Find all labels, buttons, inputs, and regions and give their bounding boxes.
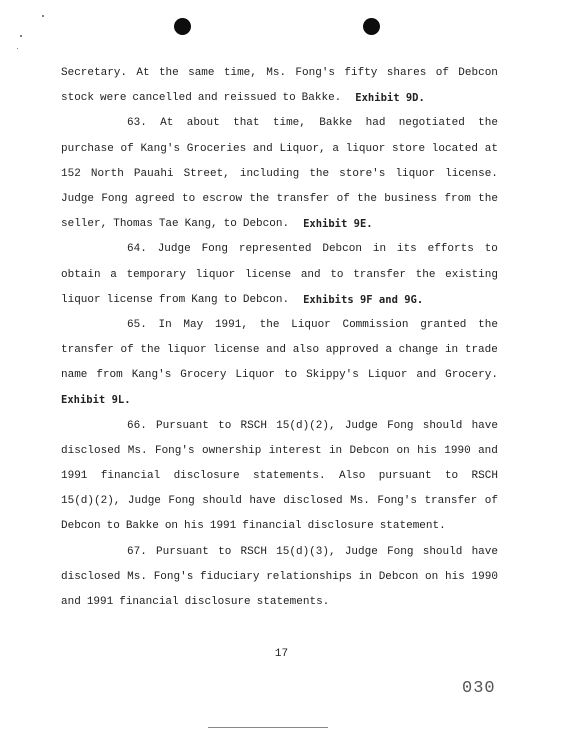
- word: RSCH: [240, 419, 267, 432]
- word: in: [372, 243, 387, 256]
- word: purchase: [61, 142, 114, 155]
- word: Ms.: [350, 495, 370, 508]
- word: have: [471, 419, 498, 432]
- word: and: [478, 444, 498, 457]
- word: his: [444, 570, 465, 583]
- word: Pursuant: [156, 419, 209, 432]
- word: financial: [119, 595, 179, 608]
- word: At: [136, 67, 150, 79]
- word: at: [484, 142, 498, 155]
- exhibit-reference: Exhibit 9D.: [355, 92, 425, 105]
- word: Bakke.: [301, 92, 342, 105]
- word: Thomas: [113, 218, 153, 231]
- word: the: [357, 192, 377, 205]
- word: liquor: [195, 268, 236, 281]
- word: and: [300, 268, 321, 281]
- scan-speck: [42, 15, 44, 17]
- text-line: [61, 137, 498, 162]
- word: Fong: [168, 495, 195, 508]
- word: Pursuant: [156, 545, 209, 558]
- word: disclosed: [61, 444, 121, 457]
- word: same: [188, 67, 215, 79]
- word: statement.: [379, 520, 446, 533]
- word: Tae: [158, 218, 179, 231]
- word: have: [249, 495, 276, 508]
- word: transfer: [353, 268, 406, 281]
- word: trade: [464, 344, 498, 357]
- word: the: [140, 344, 161, 357]
- text-line: [61, 439, 498, 464]
- word: in: [328, 444, 343, 457]
- word: Kang's: [140, 142, 181, 155]
- word: 15(d)(2),: [61, 495, 121, 508]
- word: Grocery: [180, 369, 227, 382]
- text-line: [61, 590, 498, 615]
- word: should: [422, 419, 463, 432]
- word: Debcon.: [242, 218, 290, 231]
- word: 64.: [127, 243, 147, 256]
- word: Judge: [344, 419, 378, 432]
- word: a: [385, 344, 392, 357]
- word: of: [120, 344, 134, 357]
- word: disclosed: [283, 495, 343, 508]
- word: 1991: [86, 595, 114, 608]
- text-line: [61, 489, 498, 514]
- word: the: [259, 318, 280, 331]
- word: store: [392, 142, 426, 155]
- word: Fong: [101, 192, 128, 205]
- word: Debcon: [61, 520, 101, 533]
- text-line: [61, 61, 498, 86]
- word: to: [484, 243, 498, 256]
- word: shares: [386, 67, 427, 79]
- word: time,: [272, 117, 306, 130]
- word: from: [444, 192, 471, 205]
- word: negotiated: [398, 117, 465, 130]
- word: stock: [61, 92, 95, 105]
- word: Fong: [387, 419, 414, 432]
- binder-hole-right: [363, 18, 380, 35]
- word: cancelled: [132, 92, 192, 105]
- word: 66.: [127, 419, 147, 432]
- word: granted: [420, 318, 467, 331]
- word: Pauahi: [133, 167, 174, 180]
- word: 1990: [471, 570, 498, 583]
- text-line: [61, 540, 498, 565]
- word: Ms.: [127, 444, 148, 457]
- word: license: [213, 344, 260, 357]
- word: 1990: [444, 444, 471, 457]
- word: Judge: [127, 495, 161, 508]
- word: change: [398, 344, 439, 357]
- word: 67.: [127, 545, 147, 558]
- word: license: [106, 293, 153, 306]
- word: pursuant: [378, 470, 432, 482]
- word: Ms.: [266, 67, 287, 79]
- word: Secretary.: [61, 67, 128, 79]
- word: transfer: [424, 495, 478, 508]
- word: Debcon: [322, 243, 362, 256]
- word: the: [309, 167, 330, 180]
- word: in: [358, 570, 372, 583]
- word: statements.: [252, 470, 326, 482]
- word: Grocery.: [445, 369, 498, 382]
- word: to: [330, 268, 344, 281]
- word: Commission: [342, 318, 409, 331]
- word: a: [110, 268, 117, 281]
- word: Also: [338, 470, 366, 482]
- word: escrow: [202, 192, 243, 205]
- text-line: [61, 237, 498, 262]
- word: Skippy's: [306, 369, 359, 382]
- word: to: [218, 545, 232, 558]
- text-line: [61, 86, 498, 111]
- word: his: [184, 520, 204, 533]
- word: in: [444, 344, 459, 357]
- word: Liquor: [291, 318, 331, 331]
- word: to: [106, 520, 120, 533]
- word: Kang's: [131, 369, 172, 382]
- word: Fong's: [377, 495, 417, 508]
- word: liquor: [345, 142, 386, 155]
- word: 65.: [127, 318, 147, 331]
- word: Debcon: [458, 67, 498, 79]
- word: Bakke: [125, 520, 159, 533]
- word: and: [416, 369, 437, 382]
- word: of: [120, 142, 134, 155]
- word: Liquor: [235, 369, 275, 382]
- word: 15(d)(2),: [276, 419, 336, 432]
- text-line: [61, 187, 498, 212]
- word: Street,: [183, 167, 230, 180]
- word: should: [202, 495, 242, 508]
- word: were: [100, 92, 127, 105]
- word: ownership: [201, 444, 262, 457]
- document-body: [61, 61, 498, 615]
- word: to: [282, 92, 296, 105]
- word: Groceries: [186, 142, 247, 155]
- word: from: [96, 369, 123, 382]
- word: fifty: [344, 67, 378, 79]
- text-line: [61, 565, 498, 590]
- word: including: [239, 167, 300, 180]
- word: also: [292, 344, 320, 357]
- page-number: 17: [274, 648, 289, 660]
- word: Judge: [61, 192, 95, 205]
- word: Fong: [387, 545, 414, 558]
- word: Kang,: [184, 218, 218, 231]
- word: Liquor: [367, 369, 408, 382]
- word: 1991,: [214, 318, 248, 331]
- word: 152: [61, 167, 81, 180]
- word: RSCH: [471, 470, 498, 482]
- bates-stamp: 030: [462, 679, 496, 698]
- word: approved: [325, 344, 379, 357]
- word: the: [249, 192, 270, 205]
- word: Judge: [344, 545, 378, 558]
- word: have: [471, 545, 498, 558]
- word: 1991: [209, 520, 237, 533]
- word: statements.: [256, 595, 330, 608]
- word: to: [444, 470, 459, 482]
- word: on: [425, 570, 439, 583]
- text-line: [61, 414, 498, 439]
- text-line: [61, 162, 498, 187]
- word: to: [181, 192, 196, 205]
- word: and: [61, 595, 81, 608]
- word: Fong's: [295, 67, 336, 79]
- word: had: [365, 117, 386, 130]
- word: Debcon.: [242, 293, 290, 306]
- word: its: [396, 243, 417, 256]
- word: to: [223, 218, 237, 231]
- word: that: [233, 117, 260, 130]
- word: of: [484, 495, 498, 508]
- word: liquor: [166, 344, 207, 357]
- word: transfer: [276, 192, 330, 205]
- word: disclosure: [173, 470, 240, 482]
- word: about: [186, 117, 220, 130]
- word: In: [158, 318, 172, 331]
- word: existing: [445, 268, 498, 281]
- word: transfer: [61, 344, 114, 357]
- word: business: [384, 192, 438, 205]
- word: the: [415, 268, 436, 281]
- text-line: [61, 313, 498, 338]
- word: Fong's: [153, 570, 194, 583]
- word: disclosure: [307, 520, 374, 533]
- word: his: [417, 444, 437, 457]
- word: on: [164, 520, 179, 533]
- word: Judge: [157, 243, 191, 256]
- word: RSCH: [240, 545, 267, 558]
- exhibit-reference: Exhibit 9E.: [303, 218, 373, 231]
- scan-speck: [20, 35, 22, 37]
- word: Liquor,: [279, 142, 326, 155]
- word: Ms.: [127, 570, 147, 583]
- word: store's: [339, 167, 386, 180]
- word: license.: [445, 167, 498, 180]
- exhibit-reference: Exhibits 9F and 9G.: [303, 293, 424, 306]
- word: seller,: [61, 218, 108, 231]
- word: from: [158, 293, 186, 306]
- binder-hole-left: [174, 18, 191, 35]
- word: agreed: [135, 192, 175, 205]
- word: a: [332, 142, 339, 155]
- word: At: [160, 117, 174, 130]
- text-line: [61, 212, 498, 237]
- word: the: [478, 318, 498, 331]
- word: to: [223, 293, 237, 306]
- word: of: [435, 67, 449, 79]
- text-line: [61, 288, 498, 313]
- word: temporary: [126, 268, 186, 281]
- word: Kang: [191, 293, 218, 306]
- word: financial: [242, 520, 302, 533]
- text-line: [61, 111, 498, 136]
- word: should: [422, 545, 463, 558]
- word: reissued: [223, 92, 277, 105]
- word: May: [183, 318, 204, 331]
- word: disclosed: [61, 570, 121, 583]
- word: located: [431, 142, 478, 155]
- text-line: [61, 388, 498, 413]
- word: 1991: [61, 470, 88, 482]
- text-line: [61, 338, 498, 363]
- word: and: [197, 92, 218, 105]
- word: of: [336, 192, 350, 205]
- word: North: [90, 167, 124, 180]
- word: the: [478, 117, 498, 130]
- word: name: [61, 369, 88, 382]
- word: the: [158, 67, 179, 79]
- word: Debcon: [378, 570, 419, 583]
- word: and: [266, 344, 286, 357]
- text-line: [61, 363, 498, 388]
- word: license: [244, 268, 292, 281]
- word: 15(d)(3),: [276, 545, 336, 558]
- word: obtain: [61, 268, 101, 281]
- word: Fong's: [154, 444, 195, 457]
- word: disclosure: [184, 595, 251, 608]
- word: interest: [268, 444, 322, 457]
- text-line: [61, 514, 498, 539]
- word: time,: [223, 67, 257, 79]
- word: and: [252, 142, 273, 155]
- bottom-rule: [208, 727, 328, 728]
- word: Bakke: [319, 117, 353, 130]
- word: represented: [238, 243, 312, 256]
- word: fiduciary: [200, 570, 260, 583]
- word: on: [396, 444, 410, 457]
- word: relationships: [266, 570, 353, 583]
- word: the: [478, 192, 498, 205]
- word: to: [283, 369, 298, 382]
- exhibit-reference: Exhibit 9L.: [61, 394, 131, 407]
- word: Debcon: [349, 444, 390, 457]
- word: to: [218, 419, 232, 432]
- word: financial: [100, 470, 161, 482]
- word: 63.: [127, 117, 147, 130]
- word: liquor: [395, 167, 436, 180]
- word: efforts: [427, 243, 474, 256]
- text-line: [61, 263, 498, 288]
- scan-speck: [17, 48, 18, 49]
- word: Fong: [201, 243, 228, 256]
- word: liquor: [61, 293, 101, 306]
- text-line: [61, 464, 498, 489]
